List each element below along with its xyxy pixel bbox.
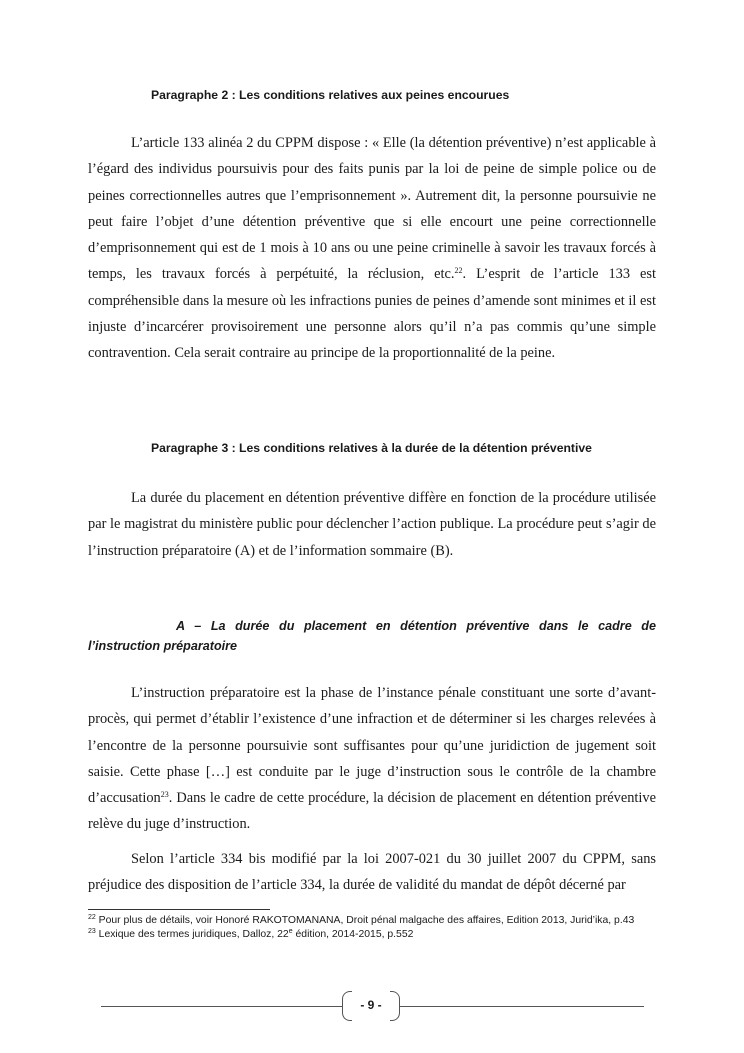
- footnote-23-text-before: Lexique des termes juridiques, Dalloz, 22: [95, 928, 289, 940]
- footnotes: [88, 914, 656, 941]
- footer-line-right: [400, 1006, 644, 1007]
- subsection-a-body: [88, 680, 656, 838]
- subsection-a-text-b: . Dans le cadre de cette procédure, la décision de placement en détention préventive relève du juge d’instruction.: [88, 790, 656, 833]
- page-number: - 9 -: [360, 998, 382, 1012]
- footnote-23-text-after: édition, 2014-2015, p.552: [292, 928, 414, 940]
- footnote-23-superscript: e: [288, 927, 293, 935]
- footer-bracket-right: [390, 991, 400, 1021]
- paragraph-3-body: [88, 485, 656, 564]
- footer-bracket-left: [342, 991, 352, 1021]
- footnote-23-number: 23: [88, 927, 96, 935]
- subsection-a-heading: [88, 616, 656, 656]
- footnote-ref-22: 22: [454, 266, 463, 276]
- footnote-ref-23: 23: [160, 790, 169, 800]
- footer-line-left: [101, 1006, 342, 1007]
- paragraph-2-text-b: . L’esprit de l’article 133 est compréhensible dans la mesure où les infractions punies de peines d’amende sont minimes et il est injuste d’incarcérer provisoirement une personne alors qu’il n’a pas commis qu’une simple contravention. Cela serait contraire au principe de la proportionnalité de la peine.: [88, 266, 656, 362]
- subsection-a-heading-text: A – La durée du placement en détention préventive dans le cadre de l’instruction préparatoire: [88, 619, 656, 653]
- paragraph-2-heading: Paragraphe 2 : Les conditions relatives aux peines encourues: [151, 88, 510, 102]
- subsection-a-body-2: [88, 846, 656, 899]
- paragraph-2-body: [88, 130, 656, 367]
- footnote-separator: [88, 909, 270, 910]
- footnote-23: [88, 928, 656, 942]
- subsection-a-text-2: Selon l’article 334 bis modifié par la loi 2007-021 du 30 juillet 2007 du CPPM, sans préjudice des disposition de l’article 334, la durée de validité du mandat de dépôt décerné par: [88, 851, 656, 894]
- footnote-22-text: Pour plus de détails, voir Honoré RAKOTOMANANA, Droit pénal malgache des affaires, Edition 2013, Jurid’ika, p.43: [95, 915, 635, 926]
- footnote-22-number: 22: [88, 914, 96, 921]
- paragraph-3-text: La durée du placement en détention préventive diffère en fonction de la procédure utilisée par le magistrat du ministère public pour déclencher l’action publique. La procédure peut s’agir de l’instruction préparatoire (A) et de l’information sommaire (B).: [88, 490, 656, 559]
- paragraph-2-text-a: L’article 133 alinéa 2 du CPPM dispose : « Elle (la détention préventive) n’est applicable à l’égard des individus poursuivis pour des faits punis par la loi de peine de simple police ou de peines correctionnelles autres que l’emprisonnement ». Autrement dit, la personne poursuivie ne peut faire l’objet d’une détention préventive que si elle encourt une peine correctionnelle d’emprisonnement qui est de 1 mois à 10 ans ou une peine criminelle à savoir les travaux forcés à temps, les travaux forcés à perpétuité, la réclusion, etc.: [88, 135, 656, 283]
- paragraph-3-heading: Paragraphe 3 : Les conditions relatives à la durée de la détention préventive: [151, 441, 592, 455]
- subsection-a-text-a: L’instruction préparatoire est la phase de l’instance pénale constituant une sorte d’avant-procès, qui permet d’établir l’existence d’une infraction et de déterminer si les charges relevées à l’encontre de la personne poursuivie sont suffisantes pour qu’une juridiction de jugement soit saisie. Cette phase […] est conduite par le juge d’instruction sous le contrôle de la chambre d’accusation: [88, 685, 656, 807]
- footnote-22: [88, 914, 656, 928]
